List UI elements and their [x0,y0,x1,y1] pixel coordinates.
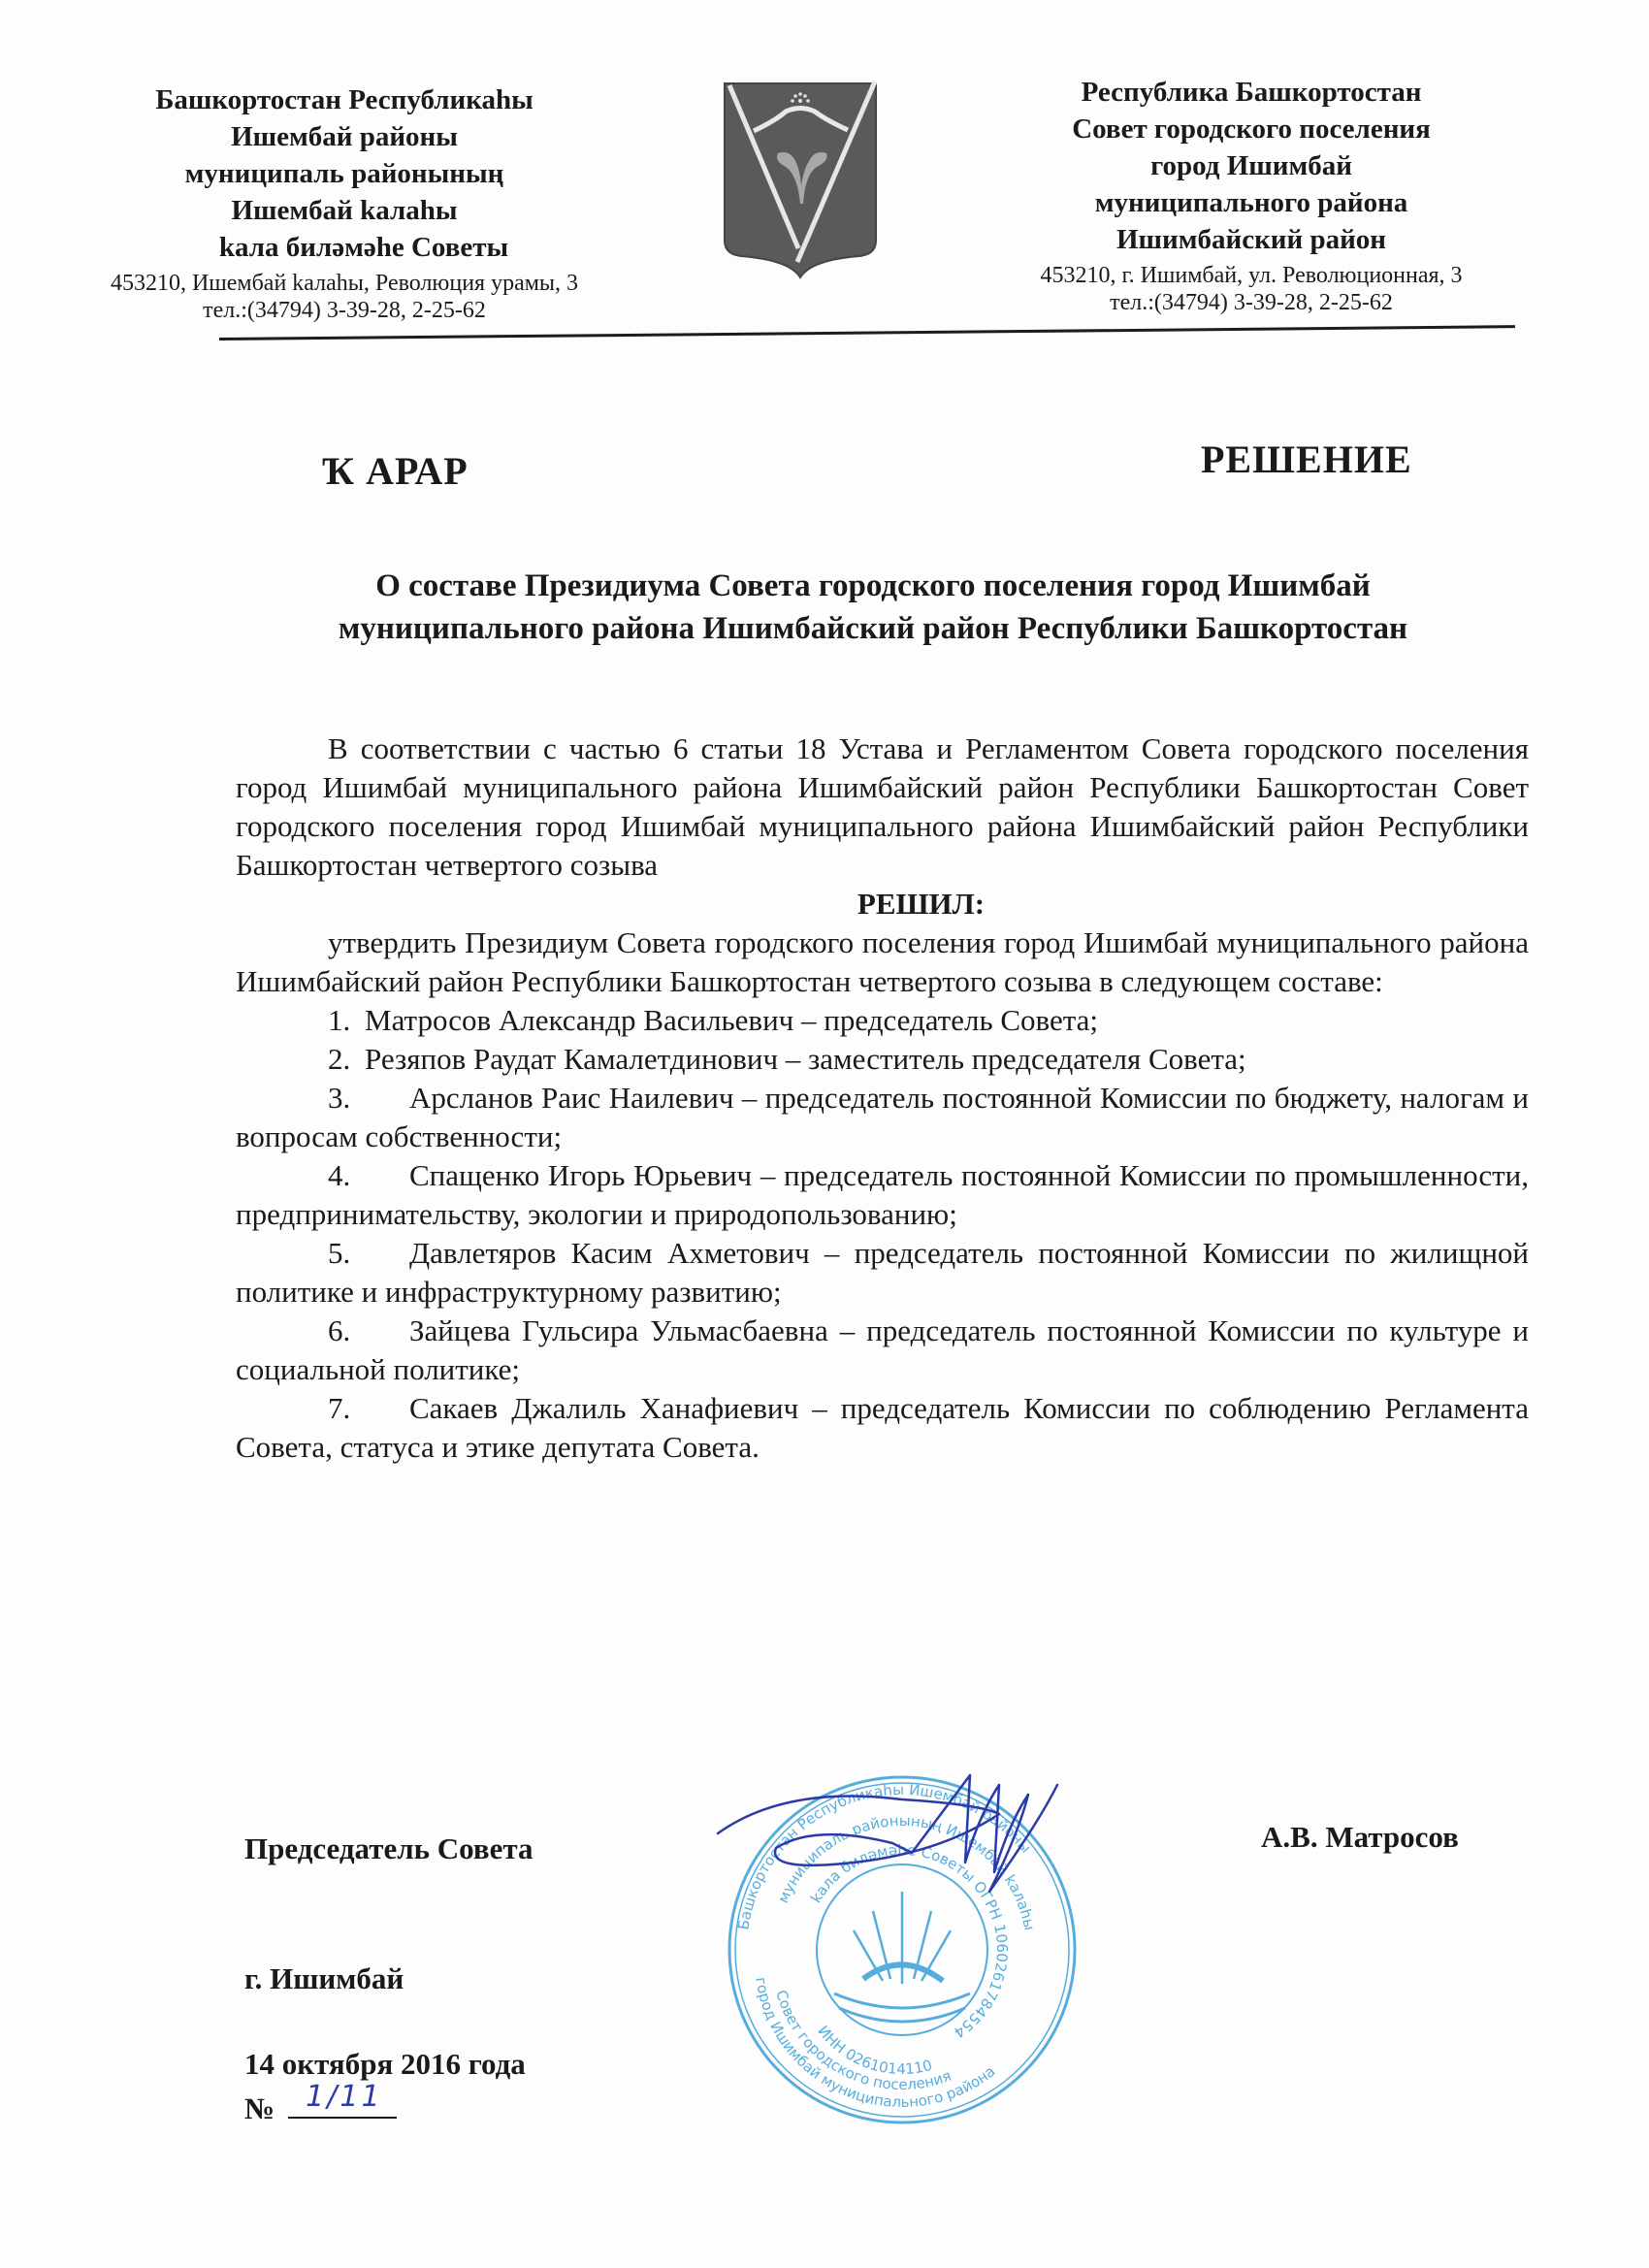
members-list [236,1001,1529,1467]
member-number: 4. [328,1158,351,1192]
preamble-paragraph: В соответствии с частью 6 статьи 18 Устава и Регламентом Совета городского поселения город Ишимбай муниципального района Ишимбайский район Республики Башкортостан Совет городского поселения город Ишимбай муниципального района Ишимбайский район Республики Башкортостан четвертого созыва [236,731,1529,882]
signatory-role: Председатель Совета [244,1831,534,1865]
doc-kind-russian: РЕШЕНИЕ [1201,437,1412,481]
number-field [288,2080,397,2119]
header-bashkir-phone: тел.:(34794) 3-39-28, 2-25-62 [203,298,486,323]
svg-text:ИНН 0261014110: ИНН 0261014110 [814,2022,934,2079]
member-number: 2. [328,1042,351,1076]
header-bashkir-line: Ишембай районы [231,121,458,152]
document-title [213,565,1533,650]
member-item [236,1312,1529,1389]
decision-paragraph: утвердить Президиум Совета городского поселения город Ишимбай муниципального района Ишимбайский район Республики Башкортостан четвертого созыва в следующем составе: [236,925,1529,998]
handwritten-signature [708,1746,1096,1940]
member-number: 1. [328,1003,351,1037]
header-russian-line: Совет городского поселения [1072,113,1431,145]
number-handwritten: 1/11 [306,2080,383,2114]
header-divider [219,325,1515,340]
member-text: Арсланов Раис Наилевич – председатель постоянной Комиссии по бюджету, налогам и вопросам собственности; [236,1081,1529,1153]
member-item [236,1234,1529,1312]
member-text: Зайцева Гульсира Ульмасбаевна – председатель постоянной Комиссии по культуре и социальной политике; [236,1313,1529,1386]
header-bashkir [110,81,579,324]
header-bashkir-line: муниципаль районының [184,158,504,189]
member-item [236,1040,1529,1079]
number-label: № [244,2091,275,2125]
svg-text:Совет городского поселения: Совет городского поселения [772,1988,954,2093]
document-date: 14 октября 2016 года [244,2047,526,2081]
member-number: 7. [328,1391,351,1425]
svg-text:kала биләмәhе Советы ОГРН 1060: kала биләмәhе Советы ОГРН 1060261784554 [807,1840,1012,2042]
member-text: Спащенко Игорь Юрьевич – председатель постоянной Комиссии по промышленности, предпринимательству, экологии и природопользованию; [236,1158,1529,1231]
header-bashkir-line: Ишембай kалаhы [231,195,458,226]
member-item [236,1001,1529,1040]
header-bashkir-line: kала биләмәhе Советы [218,232,509,263]
member-text: Сакаев Джалиль Ханафиевич – председатель Комиссии по соблюдению Регламента Совета, статуса и этике депутата Совета. [236,1391,1529,1464]
header-bashkir-address: 453210, Ишембай kалаhы, Революция урамы, 3 [110,271,579,296]
document-title-line: муниципального района Ишимбайский район Республики Башкортостан [338,611,1408,646]
header-russian-line: муниципального района [1094,187,1408,218]
header-russian-line: город Ишимбай [1150,150,1352,181]
header-russian-phone: тел.:(34794) 3-39-28, 2-25-62 [1110,290,1393,315]
header-bashkir-line: Башкортостан Республикаhы [155,84,534,115]
stamp-outer-text: Башкортостан Республикаhы Ишембай районы [734,1780,1035,1931]
signatory-name: А.В. Матросов [1261,1820,1459,1854]
document-title-line: О составе Президиума Совета городского поселения город Ишимбай [375,568,1371,603]
city: г. Ишимбай [244,1961,404,1995]
doc-kind-bashkir: Ҡ АРАР [322,449,469,493]
document-number [244,2080,397,2126]
document-body [236,729,1529,1467]
header-russian [989,74,1513,316]
member-item [236,1079,1529,1156]
member-number: 5. [328,1236,351,1270]
member-item [236,1156,1529,1234]
member-item [236,1389,1529,1467]
coat-of-arms-icon [718,78,883,281]
member-text: Давлетяров Касим Ахметович – председатель постоянной Комиссии по жилищной политике и инфраструктурному развитию; [236,1236,1529,1309]
header-russian-address: 453210, г. Ишимбай, ул. Революционная, 3 [1040,263,1463,288]
member-number: 3. [328,1081,351,1115]
header-russian-line: Республика Башкортостан [1081,77,1422,108]
resolved-heading: РЕШИЛ: [857,887,986,921]
svg-text:муниципаль районының Ишембай k: муниципаль районының Ишембай kалаhы [774,1811,1039,1932]
member-number: 6. [328,1313,351,1347]
svg-text:город Ишимбай муниципального р: город Ишимбай муниципального района [752,1975,999,2112]
header-russian-line: Ишимбайский район [1116,224,1386,255]
member-text: Резяпов Раудат Камалетдинович – заместитель председателя Совета; [365,1042,1246,1076]
member-text: Матросов Александр Васильевич – председатель Совета; [365,1003,1099,1037]
